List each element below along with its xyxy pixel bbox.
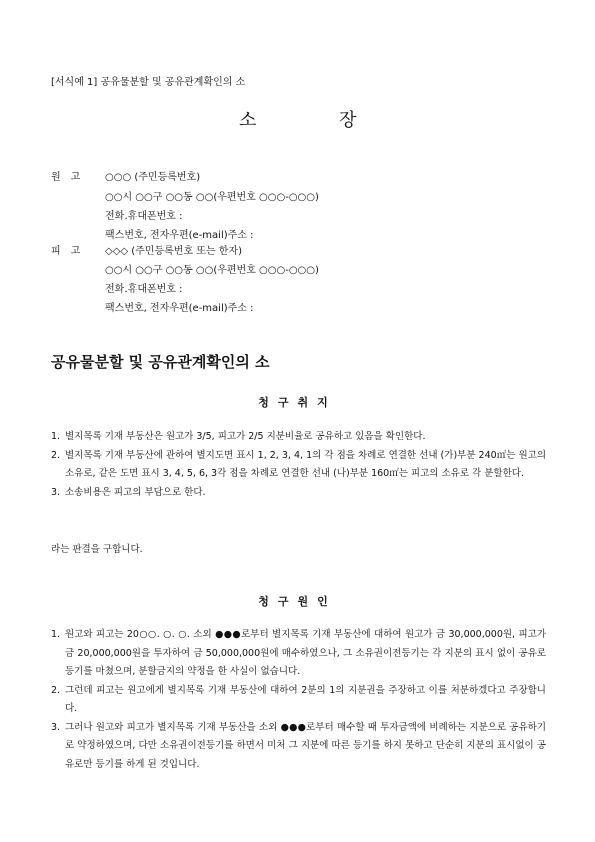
defendant-phone: 전화․휴대폰번호 : — [105, 284, 183, 295]
list-item — [51, 484, 546, 503]
form-label: [서식예 1] 공유물분할 및 공유관계확인의 소 — [51, 77, 246, 88]
plaintiff-block — [0, 168, 595, 248]
defendant-address: ○○시 ○○구 ○○동 ○○(우편번호 ○○○-○○○) — [105, 265, 319, 276]
item-text: 그런데 피고는 원고에게 별지목록 기재 부동산에 대하여 2분의 1의 지분권을 주장하고 이를 처분하겠다고 주장합니다. — [65, 684, 546, 714]
item-text: 소송비용은 피고의 부담으로 한다. — [65, 486, 206, 498]
claim-purpose-list — [51, 428, 546, 502]
defendant-role: 피 고 — [51, 246, 81, 257]
list-item — [51, 428, 546, 447]
list-item — [51, 719, 546, 775]
defendant-fax-email: 팩스번호, 전자우편(e-mail)주소 : — [105, 303, 254, 314]
plaintiff-fax-email: 팩스번호, 전자우편(e-mail)주소 : — [105, 230, 254, 241]
list-item — [51, 682, 546, 719]
item-number: 2. — [51, 684, 61, 696]
item-text: 원고와 피고는 20○○. ○. ○. 소외 ●●●로부터 별지목록 기재 부동산에 대하여 원고가 금 30,000,000원, 피고가 금 20,000,000원을 투자하여 금 50,000,000원에 매수하였으나, 그 소유권이전등기는 각 지분의 표시 없이 공유로 등기를 마쳤으며, 분할금지의 약정을 한 사실이 없습니다. — [65, 629, 546, 677]
item-number: 1. — [51, 431, 61, 442]
claim-cause-list — [51, 626, 546, 774]
claim-purpose-heading: 청구취지 — [258, 396, 337, 409]
plaintiff-address: ○○시 ○○구 ○○동 ○○(우편번호 ○○○-○○○) — [105, 192, 319, 203]
plaintiff-role: 원 고 — [51, 172, 81, 183]
plaintiff-name: ○○○ (주민등록번호) — [105, 172, 201, 183]
title-char-2: 장 — [339, 110, 357, 131]
item-number: 3. — [51, 721, 61, 733]
item-number: 2. — [51, 449, 61, 461]
item-text: 별지목록 기재 부동산은 원고가 3/5, 피고가 2/5 지분비율로 공유하고 있음을 확인한다. — [65, 431, 426, 442]
item-text: 별지목록 기재 부동산에 관하여 별지도면 표시 1, 2, 3, 4, 1의 각 점을 차례로 연결한 선내 (가)부분 240㎡는 원고의 소유로, 같은 도면 표시 3, 4, 5, 6, 3각 점을 차례로 연결한 선내 (나)부분 160㎡는 피고의 소유로 각 분할한다. — [65, 449, 546, 479]
list-item — [51, 447, 546, 484]
claim-cause-heading: 청구원인 — [258, 595, 337, 608]
item-text: 그러나 원고와 피고가 별지목록 기재 부동산을 소외 ●●●로부터 매수할 때 투자금액에 비례하는 지분으로 공유하기로 약정하였으며, 다만 소유권이전등기를 하면서 미처 그 지분에 따른 등기를 하지 못하고 단순히 지분의 표시없이 공유로만 등기를 하게 된 것입니다. — [65, 721, 546, 770]
item-number: 3. — [51, 486, 61, 498]
defendant-block — [0, 242, 595, 322]
list-item — [51, 626, 546, 682]
claim-closing: 라는 판결을 구합니다. — [51, 544, 143, 555]
item-number: 1. — [51, 629, 61, 640]
case-title: 공유물분할 및 공유관계확인의 소 — [51, 353, 270, 371]
title-char-1: 소 — [239, 110, 257, 131]
plaintiff-phone: 전화․휴대폰번호 : — [105, 211, 183, 222]
defendant-name: ◇◇◇ (주민등록번호 또는 한자) — [105, 246, 243, 257]
